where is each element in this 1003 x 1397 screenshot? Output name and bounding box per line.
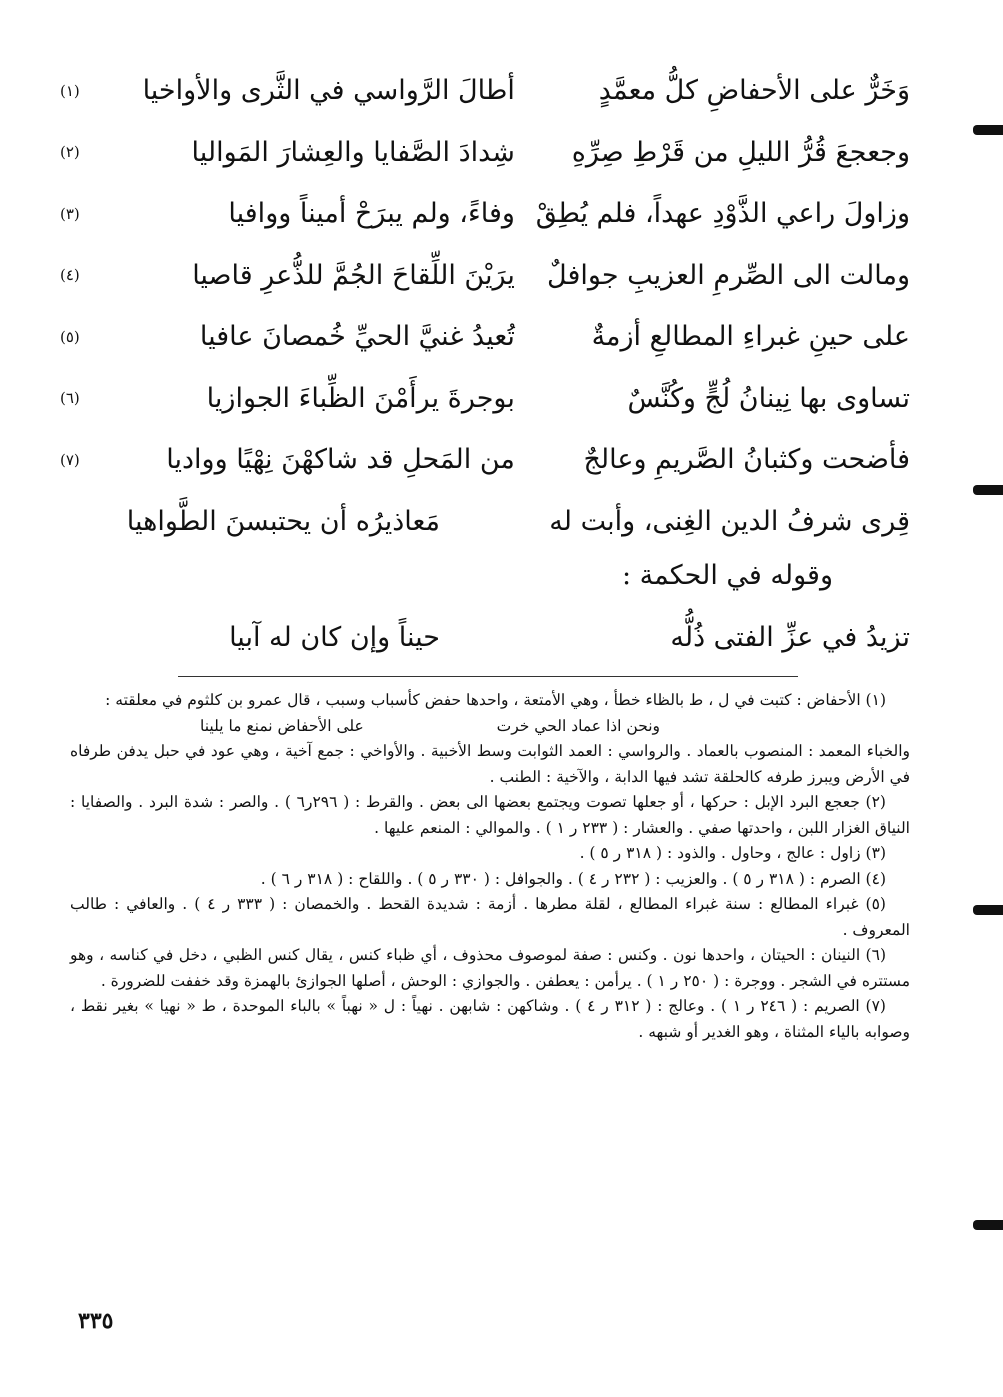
section-intro: وقوله في الحكمة : [621, 560, 833, 591]
verse-row [60, 306, 940, 368]
verse-second-hemistich: حيناً وإن كان له آبيا [229, 621, 440, 653]
verse-first-hemistich: فأضحت وكثبانُ الصَّريمِ وعالجٌ [583, 444, 910, 476]
page-edge-mark [973, 485, 1003, 495]
verse-second-hemistich: أطالَ الرَّواسي في الثَّرى والأواخيا [142, 75, 515, 107]
verse-first-hemistich: قِرى شرفُ الدين الغِنى، وأبت له [549, 505, 910, 537]
page-number: ٣٣٥ [78, 1308, 114, 1334]
cited-verse-second: على الأحفاض نمنع ما يلينا [200, 716, 364, 735]
verse-first-hemistich: على حينِ غبراءِ المطالعِ أزمةٌ [591, 321, 910, 353]
footnote-ref: (٥) [60, 327, 80, 346]
verse-second-hemistich: شِدادَ الصَّفايا والعِشارَ المَواليا [191, 136, 515, 168]
footnote-ref: (٢) [60, 143, 80, 162]
verse-row [60, 612, 940, 662]
verse-second-hemistich: من المَحلِ قد شاكهْنَ نِهْيًا وواديا [166, 444, 515, 476]
verse-first-hemistich: وزاولَ راعي الذَّوْدِ عهداً، فلم يُطِقْ [535, 198, 910, 230]
verse-row [60, 122, 940, 184]
footnote-ref: (٦) [60, 389, 80, 408]
verse-row [60, 368, 940, 430]
verse-second-hemistich: وفاءً، ولم يبرَحْ أميناً ووافيا [228, 198, 515, 230]
footnote-ref: (٧) [60, 450, 80, 469]
footnote-ref: (٤) [60, 266, 80, 285]
verse-first-hemistich: وجعجعَ قُرُّ الليلِ من قَرْطِ صِرِّهِ [571, 136, 910, 168]
footnote-2: (٢) جعجع البرد الإبل : حركها ، أو جعلها تصوت ويجتمع بعضها الى بعض . والقرط : ( ٢٩٦ر٦ ) . والصر : شدة البرد . والصفايا : النياق الغزار اللبن ، واحدتها صفي . والعشار : ( ٢٣٣ ر ١ ) . والموالي : المنعم عليها . [70, 793, 910, 837]
verse-first-hemistich: ومالت الى الصِّرمِ العزيبِ جوافلٌ [547, 259, 910, 291]
footnotes [70, 688, 910, 1045]
verse-second-hemistich: مَعاذيرُه أن يحتبسنَ الطَّواهيا [126, 505, 440, 537]
verse-first-hemistich: تزيدُ في عزِّ الفتى ذُلُّه [670, 621, 910, 653]
verse-row [60, 429, 940, 491]
footnote-1-continued: والخباء المعمد : المنصوب بالعماد . والرواسي : العمد الثوابت وسط الأخبية . والأواخي : جمع آخية ، وهي عود في حبل يدفن طرفاه في الأرض ويبرز طرفه كالحلقة تشد فيها الدابة ، والآخية : الطنب . [70, 742, 910, 786]
verse-first-hemistich: وَخَرٌّ على الأحفاضِ كلُّ معمَّدٍ [598, 75, 910, 107]
verse-row [60, 183, 940, 245]
cited-verse-first: ونحن اذا عماد الحي خرت [496, 716, 660, 735]
footnote-divider [178, 676, 798, 677]
verse-second-hemistich: تُعيدُ غنيَّ الحيِّ خُمصانَ عافيا [199, 321, 515, 353]
footnote-5: (٥) غبراء المطالع : سنة غبراء المطالع ، لقلة مطرها . أزمة : شديدة القحط . والخمصان : ( ٣٣٣ ر ٤ ) . والعافي : طالب المعروف . [70, 895, 910, 939]
page-edge-mark [973, 905, 1003, 915]
verse-row [60, 245, 940, 307]
footnote-1: (١) الأحفاض : كتبت في ل ، ط بالظاء خطأ ، وهي الأمتعة ، واحدها حفض كأسباب وسبب ، قال عمرو بن كلثوم في معلقته : [105, 691, 886, 709]
verse-row [60, 60, 940, 122]
poem-verses [60, 60, 940, 552]
verse-first-hemistich: تساوى بها نِينانُ لُجٍّ وكُنَّسٌ [627, 382, 910, 414]
footnote-6: (٦) النينان : الحيتان ، واحدها نون . وكنس : صفة لموصوف محذوف ، أي ظباء كنس ، يقال كنس الظبي ، دخل في كناسه ، وهو مستتره في الشجر . ووجرة : ( ٢٥٠ ر ١ ) . يرأمن : يعطفن . والجوازي : الوحش ، أصلها الجوازئ بالهمزة وقد خففت للضرورة . [70, 946, 910, 990]
page-edge-mark [973, 125, 1003, 135]
verse-row [60, 491, 940, 553]
footnote-ref: (١) [60, 81, 80, 100]
verse-second-hemistich: بوجرةَ يرأَمْنَ الظِّباءَ الجوازيا [206, 382, 515, 414]
footnote-ref: (٣) [60, 204, 80, 223]
footnote-4: (٤) الصرم : ( ٣١٨ ر ٥ ) . والعزيب : ( ٢٣٢ ر ٤ ) . والجوافل : ( ٣٣٠ ر ٥ ) . واللقاح : ( ٣١٨ ر ٦ ) . [260, 869, 886, 888]
footnote-3: (٣) زاول : عالج ، وحاول . والذود : ( ٣١٨ ر ٥ ) . [579, 844, 886, 862]
verse-second-hemistich: يرَيْنَ اللِّقاحَ الجُمَّ للذُّعرِ قاصيا [192, 259, 515, 291]
page-edge-mark [973, 1220, 1003, 1230]
footnote-7: (٧) الصريم : ( ٢٤٦ ر ١ ) . وعالج : ( ٣١٢ ر ٤ ) . وشاكهن : شابهن . نهياً : ل « نهباً » بالباء الموحدة ، ط « نهيا » بغير نقط ، وصوابه بالياء المثناة ، وهو الغدير أو شبهه . [70, 997, 910, 1041]
cited-verse [200, 714, 660, 740]
